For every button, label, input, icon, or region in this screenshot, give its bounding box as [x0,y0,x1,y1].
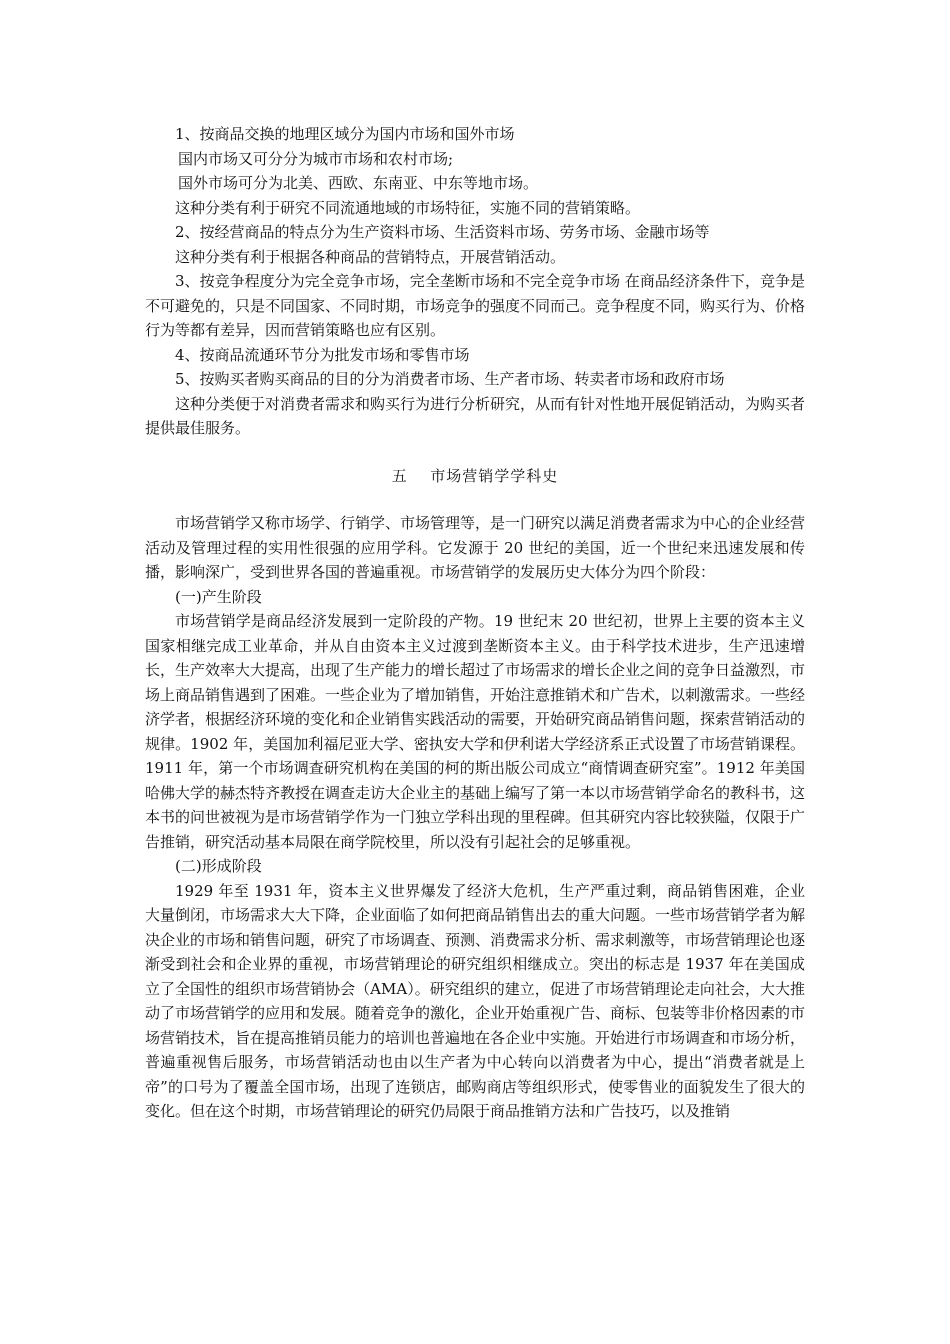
list-item-4: 4、按商品流通环节分为批发市场和零售市场 [175,345,470,364]
document-page [145,122,805,1124]
section-intro: 市场营销学又称市场学、行销学、市场管理等，是一门研究以满足消费者需求为中心的企业经营活动及管理过程的实用性很强的应用学科。它发源于 20 世纪的美国，近一个世纪来迅速发展和传播，影响深广，受到世界各国的普遍重视。市场营销学的发展历史大体分为四个阶段： [145,514,806,581]
list-item-1-sub-1: 国内市场又可分分为城市市场和农村市场; [178,149,454,168]
list-item-5: 5、按购买者购买商品的目的分为消费者市场、生产者市场、转卖者市场和政府市场 [175,370,725,388]
stage-2-title: (二)形成阶段 [175,857,262,875]
list-item-3: 3、按竞争程度分为完全竞争市场，完全垄断市场和不完全竞争市场 在商品经济条件下，竞争是不可避免的，只是不同国家、不同时期，市场竞争的强度不同而己。竞争程度不同，购买行为、价格行为等都有差异，因而营销策略也应有区别。 [145,272,806,339]
list-item-1: 1、按商品交换的地理区域分为国内市场和国外市场 [175,125,515,143]
list-item-2-note: 这种分类有利于根据各种商品的营销特点，开展营销活动。 [175,247,566,266]
list-item-1-note: 这种分类有利于研究不同流通地域的市场特征，实施不同的营销策略。 [175,198,641,217]
stage-1-body: 市场营销学是商品经济发展到一定阶段的产物。19 世纪末 20 世纪初，世界上主要的资本主义国家相继完成工业革命，并从自由资本主义过渡到垄断资本主义。由于科学技术进步，生产迅速增长，生产效率大大提高，出现了生产能力的增长超过了市场需求的增长企业之间的竞争日益激烈，市场上商品销售遇到了困难。一些企业为了增加销售，开始注意推销术和广告术，以刺激需求。一些经济学者，根据经济环境的变化和企业销售实践活动的需要，开始研究商品销售问题，探索营销活动的规律。1902 年，美国加利福尼亚大学、密执安大学和伊利诺大学经济系正式设置了市场营销课程。1911 年，第一个市场调查研究机构在美国的柯的斯出版公司成立“商情调查研究室”。1912 年美国哈佛大学的赫杰特齐教授在调查走访大企业主的基础上编写了第一本以市场营销学命名的教科书，这本书的问世被视为是市场营销学作为一门独立学科出现的里程碑。但其研究内容比较狭隘，仅限于广告推销，研究活动基本局限在商学院校里，所以没有引起社会的足够重视。 [145,612,806,851]
list-item-1-sub-2: 国外市场可分为北美、西欧、东南亚、中东等地市场。 [178,174,539,192]
list-item-2: 2、按经营商品的特点分为生产资料市场、生活资料市场、劳务市场、金融市场等 [175,223,710,241]
section-number: 五 [391,466,408,485]
section-heading [145,464,805,489]
section-title: 市场营销学学科史 [430,466,559,485]
list-item-5-note: 这种分类便于对消费者需求和购买行为进行分析研究，从而有针对性地开展促销活动，为购买者提供最佳服务。 [145,394,806,437]
stage-2-body: 1929 年至 1931 年，资本主义世界爆发了经济大危机，生产严重过剩，商品销售困难，企业大量倒闭，市场需求大大下降，企业面临了如何把商品销售出去的重大问题。一些市场营销学者为解决企业的市场和销售问题，研究了市场调查、预测、消费需求分析、需求刺激等，市场营销理论也逐渐受到社会和企业界的重视，市场营销理论的研究组织相继成立。突出的标志是 1937 年在美国成立了全国性的组织市场营销协会（AMA）。研究组织的建立，促进了市场营销理论走向社会，大大推动了市场营销学的应用和发展。随着竞争的激化，企业开始重视广告、商标、包装等非价格因素的市场营销技术，旨在提高推销员能力的培训也普遍地在各企业中实施。开始进行市场调查和市场分析，普遍重视售后服务，市场营销活动也由以生产者为中心转向以消费者为中心，提出“消费者就是上帝”的口号为了覆盖全国市场，出现了连锁店，邮购商店等组织形式，使零售业的面貌发生了很大的变化。但在这个时期，市场营销理论的研究仍局限于商品推销方法和广告技巧，以及推销 [145,881,806,1120]
stage-1-title: (一)产生阶段 [175,587,262,606]
